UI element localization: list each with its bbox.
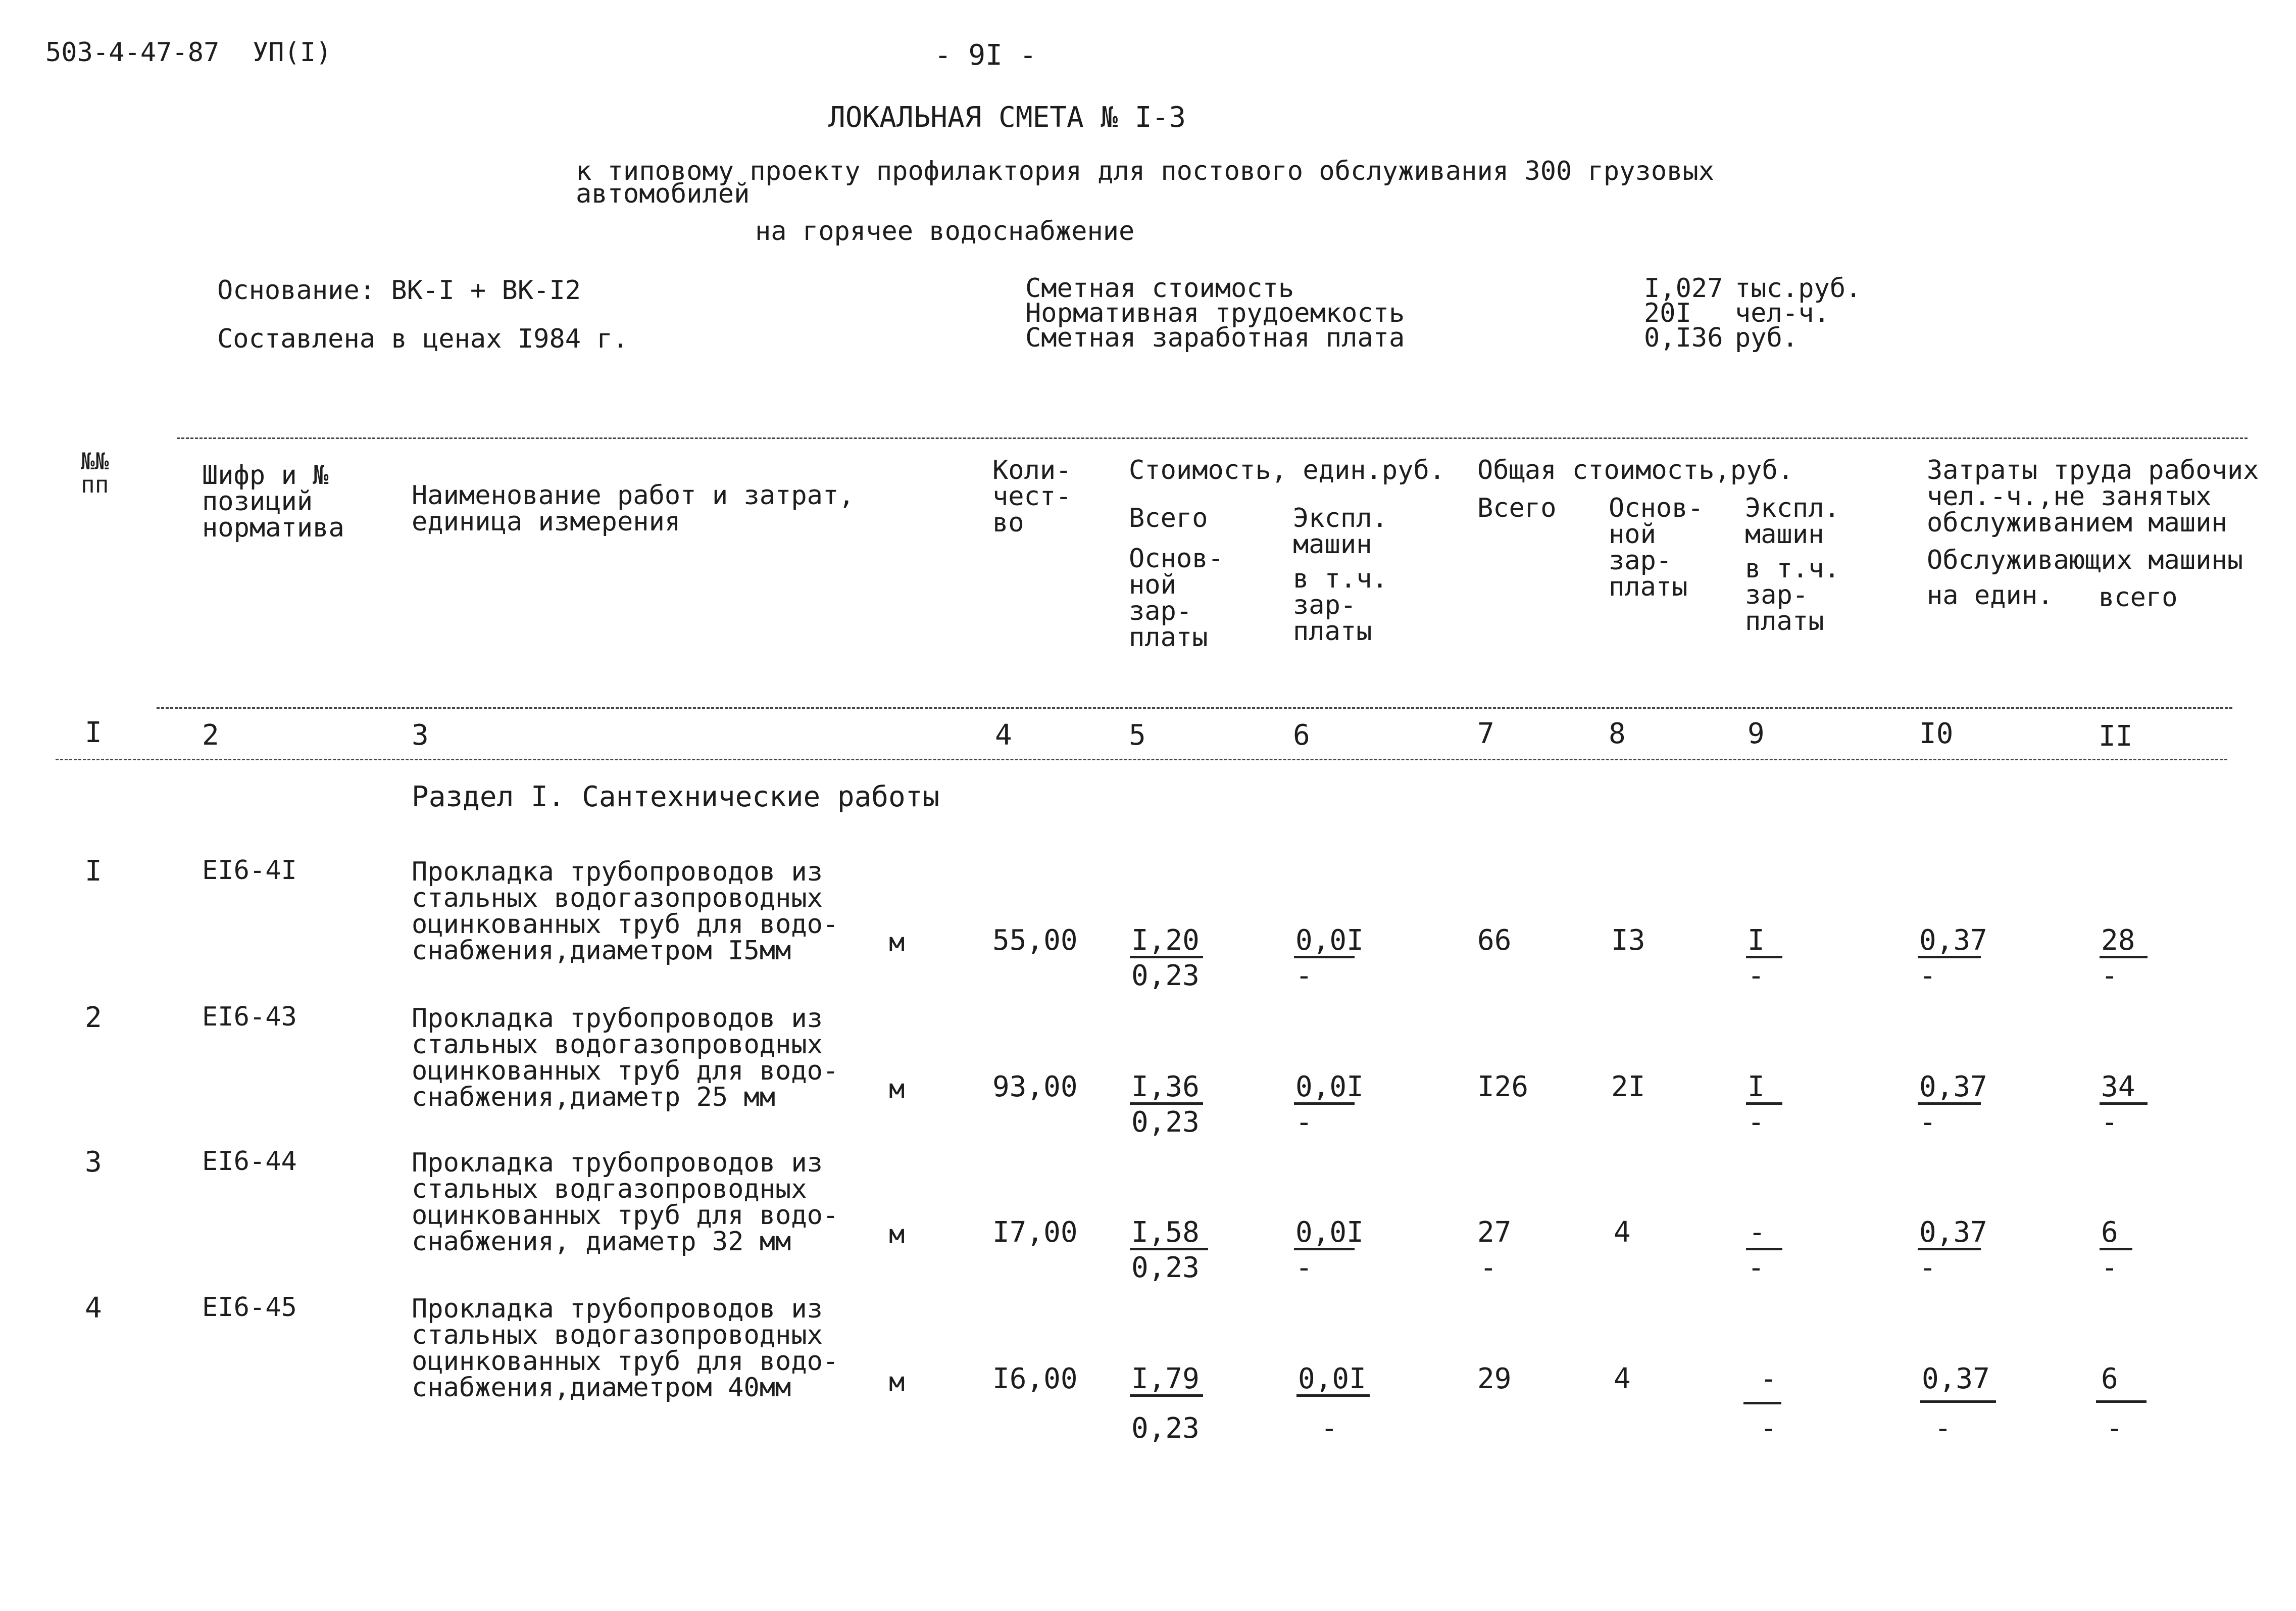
row-unit: м (889, 1074, 905, 1104)
column-number-4: 4 (995, 719, 1012, 752)
summary-label-cost: Сметная стоимость (1025, 273, 1294, 304)
row-labor-unit-sub: - (1919, 1106, 1936, 1139)
col-header-name: Наименование работ и затрат, единица измерения (412, 480, 855, 537)
row-labor-unit-sub: - (1919, 1251, 1936, 1284)
col-group-unit-cost: Стоимость, един.руб. (1129, 455, 1445, 485)
row-quantity: I6,00 (992, 1362, 1078, 1395)
row-unit-machines: 0,0I (1295, 1216, 1364, 1249)
row-number: 2 (85, 1001, 102, 1034)
row-total: I26 (1477, 1070, 1529, 1103)
row-code: EI6-45 (202, 1292, 297, 1323)
row-total-machines: I (1748, 1070, 1765, 1103)
row-total-wage: 2I (1611, 1070, 1645, 1103)
column-number-10: I0 (1919, 717, 1954, 750)
row-name: Прокладка трубопроводов из стальных водогазопроводных оцинкованных труб для водо- снабжения,диаметр 25 мм (412, 1003, 839, 1112)
column-number-3: 3 (412, 719, 429, 752)
row-unit: м (889, 1367, 905, 1397)
basis-line: Основание: ВК-I + ВК-I2 (217, 275, 581, 306)
row-labor-total-sub: - (2106, 1412, 2123, 1445)
row-labor-unit: 0,37 (1922, 1362, 1990, 1395)
row-unit-machines: 0,0I (1295, 924, 1364, 957)
col-header-labor-unit: на един. (1927, 580, 2054, 611)
summary-unit-wage: руб. (1735, 323, 1799, 353)
col-header-unit-machines: Экспл. машин (1293, 503, 1388, 560)
summary-label-labor: Нормативная трудоемкость (1025, 298, 1405, 328)
row-unit-total: I,36 (1131, 1070, 1200, 1103)
row-quantity: 55,00 (992, 924, 1078, 957)
row-unit-wage: 0,23 (1131, 959, 1200, 992)
summary-unit-labor: чел-ч. (1735, 298, 1830, 328)
prices-line: Составлена в ценах I984 г. (217, 324, 628, 354)
row-unit-wage: 0,23 (1131, 1106, 1200, 1139)
row-unit-machines-wage: - (1295, 959, 1313, 992)
row-number: 3 (85, 1146, 102, 1179)
page-number: - 9I - (934, 39, 1037, 72)
row-code: EI6-43 (202, 1002, 297, 1032)
row-unit-total: I,20 (1131, 924, 1200, 957)
row-total-sub: - (1480, 1251, 1497, 1284)
col-header-code: Шифр и № позиций норматива (202, 460, 344, 543)
document-title: ЛОКАЛЬНАЯ СМЕТА № I-3 (828, 101, 1186, 134)
row-unit-machines: 0,0I (1295, 1070, 1364, 1103)
column-numbers-rule (56, 759, 2227, 760)
row-unit: м (889, 1219, 905, 1250)
row-unit: м (889, 927, 905, 958)
row-total-machines-wage: - (1760, 1412, 1777, 1445)
album-code: УП(I) (253, 37, 332, 68)
section-title: Раздел I. Сантехнические работы (412, 780, 940, 813)
row-number: I (85, 855, 102, 888)
row-unit-total: I,58 (1131, 1216, 1200, 1249)
row-labor-unit-sub: - (1934, 1412, 1952, 1445)
row-labor-total: 6 (2101, 1362, 2118, 1395)
col-header-unit-machines-wage: в т.ч. зар- платы (1293, 564, 1388, 647)
column-number-2: 2 (202, 719, 219, 752)
col-header-total-wage: Основ- ной зар- платы (1609, 493, 1704, 602)
row-unit-machines-wage: - (1295, 1251, 1313, 1284)
row-total-machines-wage: - (1748, 959, 1765, 992)
row-quantity: I7,00 (992, 1216, 1078, 1249)
col-group-labor: Затраты труда рабочих чел.-ч.,не занятых обслуживанием машин (1927, 455, 2259, 538)
column-number-6: 6 (1293, 719, 1310, 752)
row-unit-machines-wage: - (1295, 1106, 1313, 1139)
subtitle-line-1: к типовому проекту профилактория для постового обслуживания 300 грузовых (576, 156, 1715, 186)
row-unit-machines: 0,0I (1298, 1362, 1366, 1395)
row-name: Прокладка трубопроводов из стальных водогазопроводных оцинкованных труб для водо- снабжения,диаметром I5мм (412, 857, 839, 966)
row-total-wage: 4 (1614, 1362, 1631, 1395)
column-number-1: I (85, 716, 102, 749)
summary-unit-cost: тыс.руб. (1735, 273, 1862, 304)
col-header-unit-wage: Основ- ной зар- платы (1129, 544, 1224, 653)
column-number-5: 5 (1129, 719, 1146, 752)
row-quantity: 93,00 (992, 1070, 1078, 1103)
row-code: EI6-44 (202, 1146, 297, 1177)
row-labor-total-sub: - (2101, 1106, 2118, 1139)
row-total-machines: - (1760, 1362, 1777, 1395)
row-code: EI6-4I (202, 855, 297, 886)
row-unit-wage: 0,23 (1131, 1412, 1200, 1445)
summary-label-wage: Сметная заработная плата (1025, 323, 1405, 353)
col-header-total-machines-wage: в т.ч. зар- платы (1745, 554, 1840, 637)
row-total-machines-wage: - (1748, 1251, 1765, 1284)
row-total: 29 (1477, 1362, 1512, 1395)
subtitle-line-2: автомобилей (576, 179, 750, 209)
row-unit-wage: 0,23 (1131, 1251, 1200, 1284)
column-number-7: 7 (1477, 717, 1494, 750)
col-header-total-machines: Экспл. машин (1745, 493, 1840, 550)
column-number-8: 8 (1609, 717, 1626, 750)
col-header-total: Всего (1477, 493, 1557, 523)
column-number-9: 9 (1748, 717, 1765, 750)
row-labor-total: 28 (2101, 924, 2135, 957)
col-group-total-cost: Общая стоимость,руб. (1477, 455, 1794, 485)
row-labor-unit: 0,37 (1919, 1216, 1987, 1249)
summary-value-wage: 0,I36 (1644, 323, 1723, 353)
row-labor-total-sub: - (2101, 1251, 2118, 1284)
row-total-wage: 4 (1614, 1216, 1631, 1249)
row-total-machines: I (1748, 924, 1765, 957)
row-labor-unit-sub: - (1919, 959, 1936, 992)
summary-value-labor: 20I (1644, 298, 1691, 328)
row-number: 4 (85, 1292, 102, 1325)
header-bottom-rule (157, 707, 2232, 709)
row-labor-total-sub: - (2101, 959, 2118, 992)
row-labor-unit: 0,37 (1919, 1070, 1987, 1103)
row-unit-machines-wage: - (1321, 1412, 1338, 1445)
row-total: 66 (1477, 924, 1512, 957)
col-header-unit-total: Всего (1129, 503, 1208, 533)
row-unit-total: I,79 (1131, 1362, 1200, 1395)
col-header-quantity: Коли- чест- во (992, 455, 1072, 538)
row-name: Прокладка трубопроводов из стальных водгазопроводных оцинкованных труб для водо- снабжения, диаметр 32 мм (412, 1148, 839, 1257)
col-header-labor-machines: Обслуживающих машины (1927, 545, 2243, 575)
summary-value-cost: I,027 (1644, 273, 1723, 304)
row-labor-unit: 0,37 (1919, 924, 1987, 957)
row-labor-total: 6 (2101, 1216, 2118, 1249)
table-top-rule (177, 437, 2248, 439)
row-total-machines-wage: - (1748, 1106, 1765, 1139)
row-total-wage: I3 (1611, 924, 1645, 957)
col-header-labor-total: всего (2099, 582, 2178, 613)
subtitle-line-3: на горячее водоснабжение (755, 216, 1135, 247)
row-labor-total: 34 (2101, 1070, 2135, 1103)
row-name: Прокладка трубопроводов из стальных водогазопроводных оцинкованных труб для водо- снабжения,диаметром 40мм (412, 1294, 839, 1403)
row-total-machines: - (1749, 1216, 1766, 1249)
row-total: 27 (1477, 1216, 1512, 1249)
col-header-number: №№ пп (81, 448, 109, 498)
doc-code: 503-4-47-87 (45, 37, 220, 68)
column-number-11: II (2099, 720, 2133, 753)
